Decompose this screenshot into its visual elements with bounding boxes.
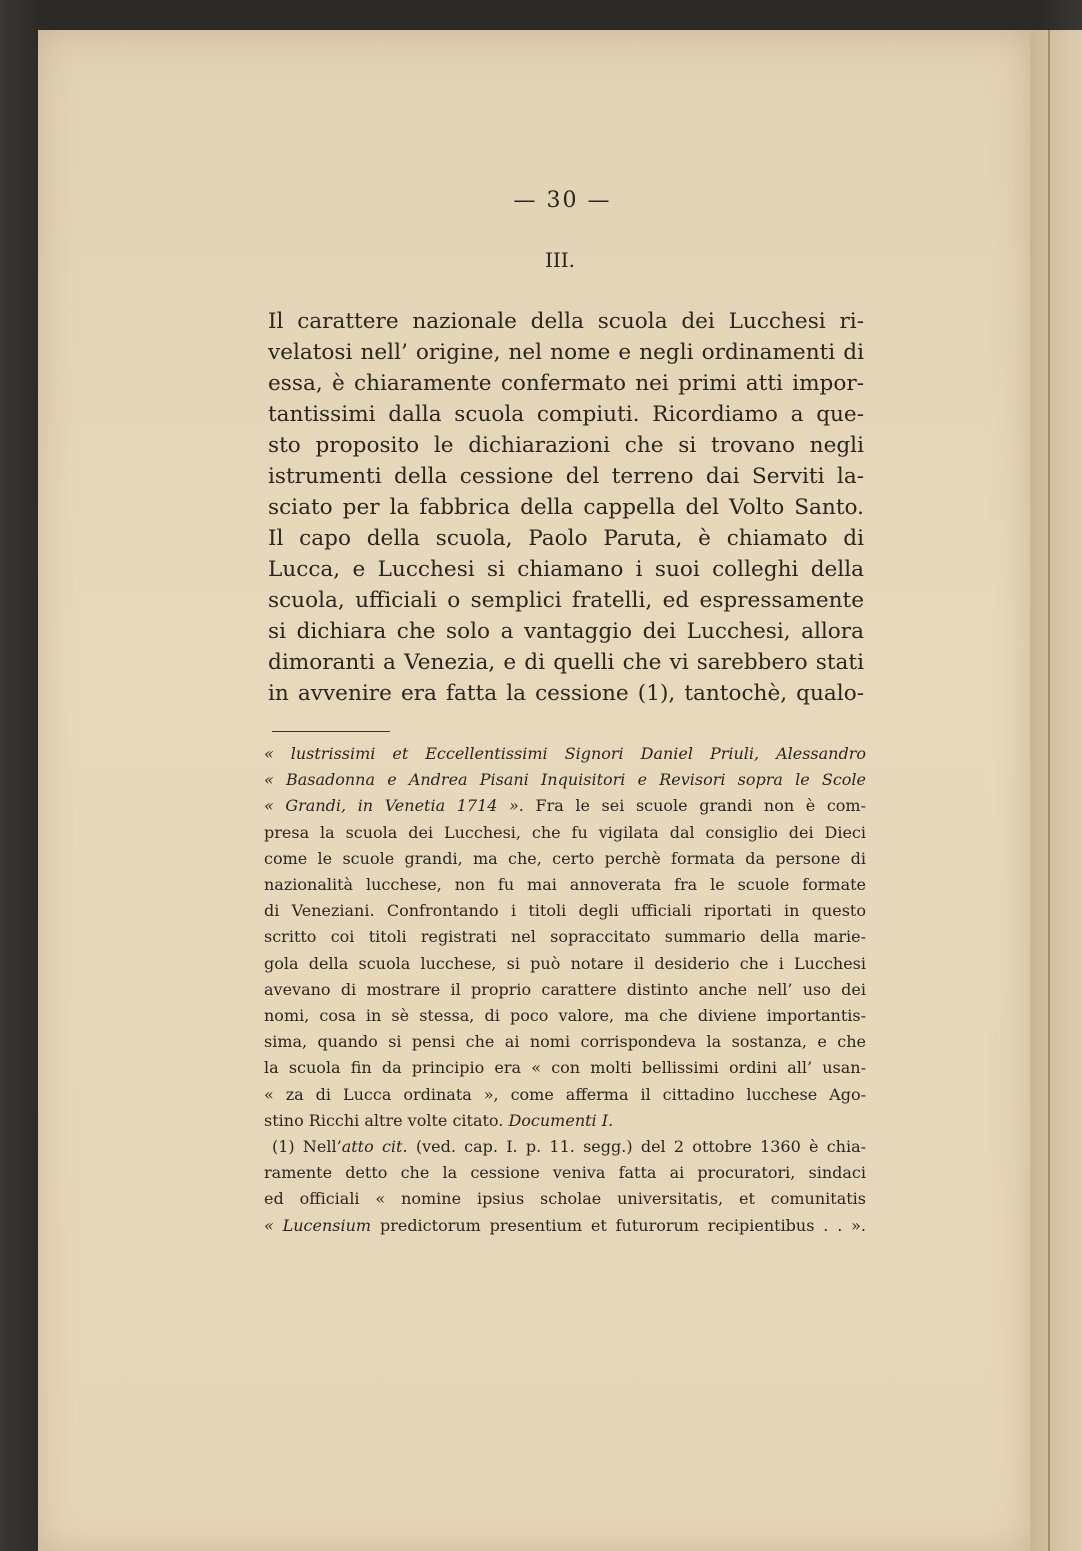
- note-italic: Documenti I.: [508, 1110, 614, 1130]
- note-line: come le scuole grandi, ma che, certo perchè formata da persone di: [264, 848, 866, 868]
- page-number: — 30 —: [513, 188, 612, 213]
- note-text: (ved. cap. I. p. 11. segg.) del 2 ottobre 1360 è chia-: [415, 1137, 867, 1157]
- body-line: dimoranti a Venezia, e di quelli che vi sarebbero stati: [268, 650, 864, 675]
- body-line: si dichiara che solo a vantaggio dei Lucchesi, allora: [268, 619, 864, 644]
- body-line: tantissimi dalla scuola compiuti. Ricordiamo a que-: [268, 402, 864, 427]
- note-line: la scuola fin da principio era « con molti bellissimi ordini all’ usan-: [264, 1058, 866, 1078]
- note-text: (1) Nell’: [272, 1137, 342, 1157]
- body-line: essa, è chiaramente confermato nei primi atti impor-: [268, 371, 864, 396]
- body-line: Il carattere nazionale della scuola dei Lucchesi ri-: [268, 309, 864, 334]
- note-line: gola della scuola lucchese, si può notare il desiderio che i Lucchesi: [264, 953, 866, 973]
- main-text: [268, 306, 864, 709]
- note-text: stino Ricchi altre volte citato.: [264, 1110, 504, 1130]
- footnote-divider: [272, 731, 390, 732]
- body-line: Lucca, e Lucchesi si chiamano i suoi colleghi della: [268, 557, 864, 582]
- note-line: nazionalità lucchese, non fu mai annoverata fra le scuole formate: [264, 875, 866, 895]
- note-italic: « Grandi, in Venetia 1714 ».: [264, 796, 524, 816]
- section-heading: III.: [544, 248, 576, 272]
- body-line: scuola, ufficiali o semplici fratelli, ed espressamente: [268, 588, 864, 613]
- footnotes: [264, 741, 866, 1239]
- note-italic: « Lucensium: [264, 1215, 372, 1235]
- note-italic: « Basadonna e Andrea Pisani Inquisitori e Revisori sopra le Scole: [264, 770, 866, 790]
- body-line: in avvenire era fatta la cessione (1), tantochè, qualo-: [268, 681, 864, 706]
- note-line: [264, 1213, 866, 1239]
- note-line: [264, 1108, 866, 1134]
- note-line: avevano di mostrare il proprio carattere distinto anche nell’ uso dei: [264, 979, 866, 999]
- note-line: presa la scuola dei Lucchesi, che fu vigilata dal consiglio dei Dieci: [264, 822, 866, 842]
- body-line: velatosi nell’ origine, nel nome e negli ordinamenti di: [268, 340, 864, 365]
- note-line: « za di Lucca ordinata », come afferma il cittadino lucchese Ago-: [264, 1084, 866, 1104]
- note-line: [264, 741, 866, 767]
- note-italic: atto cit.: [341, 1137, 408, 1157]
- body-line: Il capo della scuola, Paolo Paruta, è chiamato di: [268, 526, 864, 551]
- note-line: sima, quando si pensi che ai nomi corrispondeva la sostanza, e che: [264, 1032, 866, 1052]
- note-line: nomi, cosa in sè stessa, di poco valore, ma che diviene importantis-: [264, 1006, 866, 1026]
- note-line: [264, 793, 866, 819]
- note-italic: « lustrissimi et Eccellentissimi Signori Daniel Priuli, Alessandro: [264, 744, 866, 763]
- note-line: ed officiali « nomine ipsius scholae universitatis, et comunitatis: [264, 1189, 866, 1209]
- body-line: sto proposito le dichiarazioni che si trovano negli: [268, 433, 864, 458]
- body-line: istrumenti della cessione del terreno dai Serviti la-: [268, 464, 864, 489]
- next-page-edge: [1030, 30, 1082, 1551]
- note-text: predictorum presentium et futurorum recipientibus . . ».: [379, 1215, 867, 1235]
- body-line: sciato per la fabbrica della cappella del Volto Santo.: [268, 495, 864, 520]
- note-line: scritto coi titoli registrati nel sopraccitato summario della marie-: [264, 927, 866, 947]
- footnote-1-line: [264, 1134, 866, 1160]
- note-line: [264, 767, 866, 793]
- note-text: Fra le sei scuole grandi non è com-: [535, 796, 866, 816]
- note-line: ramente detto che la cessione veniva fatta ai procuratori, sindaci: [264, 1163, 866, 1183]
- note-line: di Veneziani. Confrontando i titoli degli ufficiali riportati in questo: [264, 901, 866, 921]
